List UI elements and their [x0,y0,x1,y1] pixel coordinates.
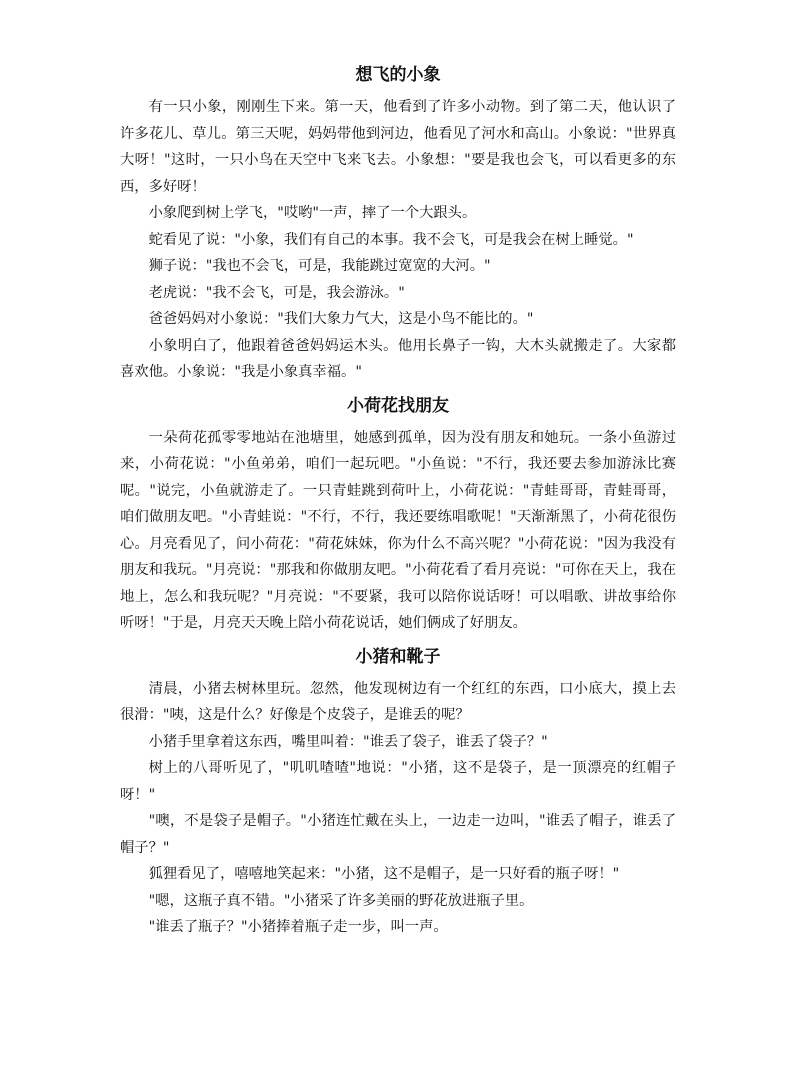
story-paragraph: 小象明白了，他跟着爸爸妈妈运木头。他用长鼻子一钩，大木头就搬走了。大家都喜欢他。小象说："我是小象真幸福。" [120,337,676,380]
story-paragraph: "谁丢了瓶子？"小猪捧着瓶子走一步，叫一声。 [148,919,448,935]
story-title: 想飞的小象 [355,65,441,85]
story-title: 小猪和靴子 [355,646,441,667]
story-paragraph: 老虎说："我不会飞，可是，我会游泳。" [148,284,405,301]
story-paragraph: 蛇看见了说："小象，我们有自己的本事。我不会飞，可是我会在树上睡觉。" [148,231,634,248]
story-little-lotus [120,387,676,637]
story-flying-elephant [120,56,676,386]
story-paragraph: "噢，不是袋子是帽子。"小猪连忙戴在头上，一边走一边叫，"谁丢了帽子，谁丢了帽子？" [120,813,676,856]
story-paragraph: "嗯，这瓶子真不错。"小猪采了许多美丽的野花放进瓶子里。 [148,892,534,909]
story-paragraph: 狐狸看见了，嘻嘻地笑起来："小猪，这不是帽子，是一只好看的瓶子呀！" [148,866,620,882]
document-page [120,56,676,942]
story-paragraph: 一朵荷花孤零零地站在池塘里，她感到孤单，因为没有朋友和她玩。一条小鱼游过来，小荷花说："小鱼弟弟，咱们一起玩吧。"小鱼说："不行，我还要去参加游泳比赛呢。"说完，小鱼就游走了。一只青蛙跳到荷叶上，小荷花说："青蛙哥哥，青蛙哥哥，咱们做朋友吧。"小青蛙说："不行，不行，我还要练唱歌呢！"天渐渐黑了，小荷花很伤心。月亮看见了，问小荷花："荷花妹妹，你为什么不高兴呢？"小荷花说："因为我没有朋友和我玩。"月亮说："那我和你做朋友吧。"小荷花看了看月亮说："可你在天上，我在地上，怎么和我玩呢？"月亮说："不要紧，我可以陪你说话呀！可以唱歌、讲故事给你听呀！"于是，月亮天天晚上陪小荷花说话，她们俩成了好朋友。 [120,429,676,631]
story-title: 小荷花找朋友 [347,395,449,416]
story-paragraph: 小象爬到树上学飞，"哎哟"一声，摔了一个大跟头。 [148,205,477,221]
story-paragraph: 树上的八哥听见了，"叽叽喳喳"地说："小猪，这不是袋子，是一顶漂亮的红帽子呀！" [120,760,676,803]
story-paragraph: 清晨，小猪去树林里玩。忽然，他发现树边有一个红红的东西，口小底大，摸上去很滑："咦，这是什么？好像是个皮袋子，是谁丢的呢？ [120,680,676,723]
story-paragraph: 狮子说："我也不会飞，可是，我能跳过宽宽的大河。" [148,258,491,274]
story-paragraph: 爸爸妈妈对小象说："我们大象力气大，这是小鸟不能比的。" [148,311,534,327]
story-paragraph: 小猪手里拿着这东西，嘴里叫着："谁丢了袋子，谁丢了袋子？" [148,733,548,750]
story-piglet-and-boot [120,638,676,941]
story-paragraph: 有一只小象，刚刚生下来。第一天，他看到了许多小动物。到了第二天，他认识了许多花儿、草儿。第三天呢，妈妈带他到河边，他看见了河水和高山。小象说："世界真大呀！"这时，一只小鸟在天空中飞来飞去。小象想："要是我也会飞，可以看更多的东西，多好呀！ [120,99,676,195]
